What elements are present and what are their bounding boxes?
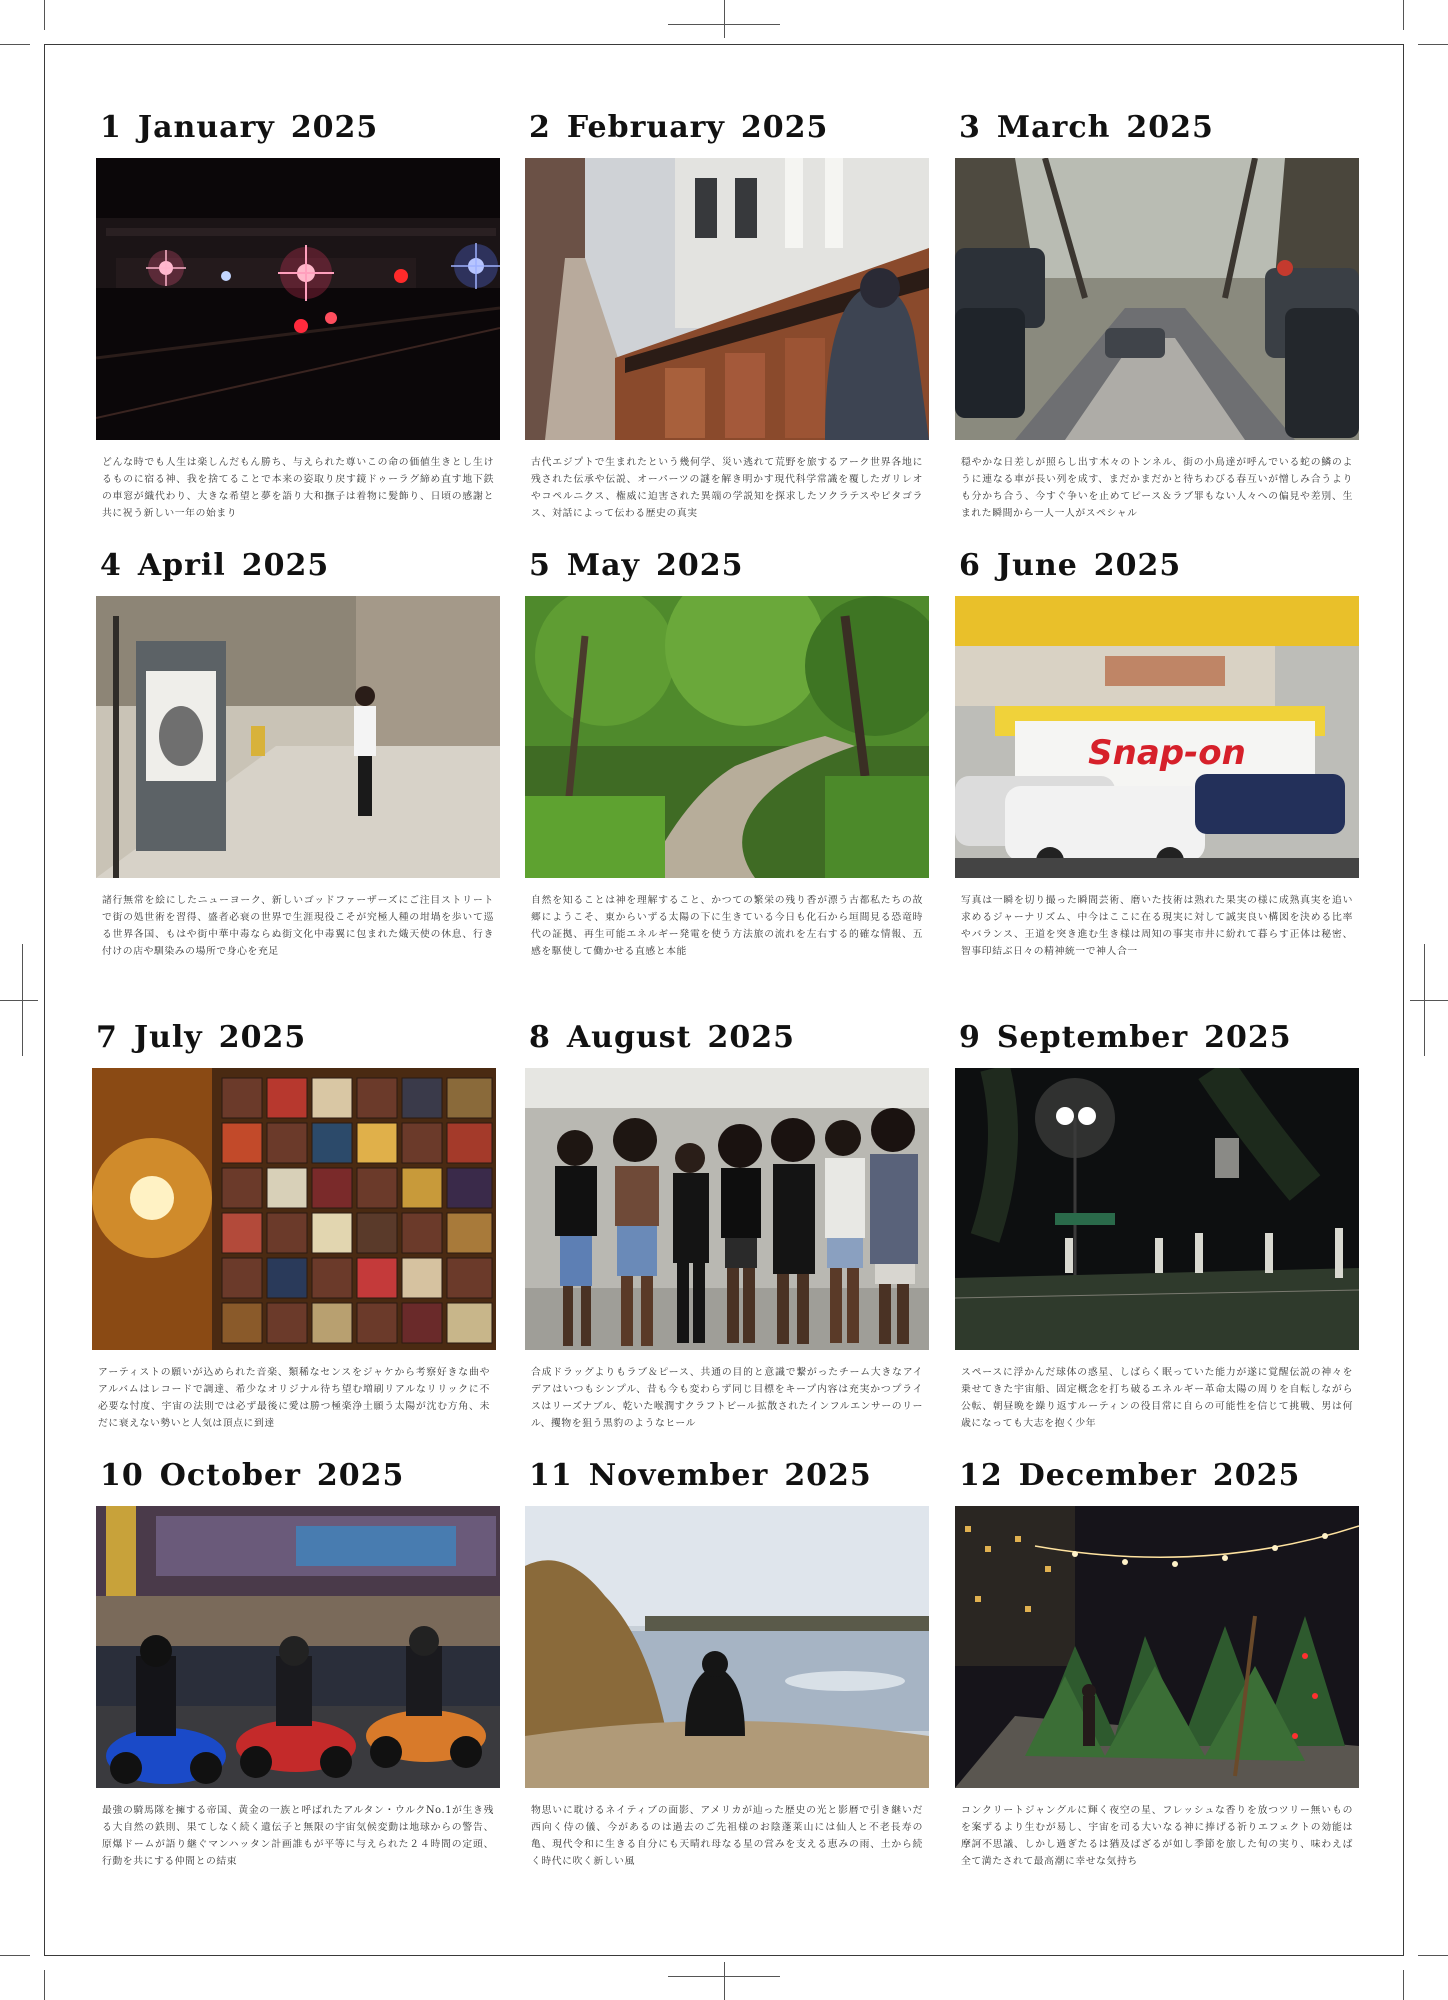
- month-title: 9 September 2025: [959, 1020, 1292, 1055]
- crop-mark: [1418, 44, 1448, 45]
- month-caption: アーティストの願いが込められた音楽、類稀なセンスをジャケから考察好きな曲やアルバムはレコードで調達、希少なオリジナル待ち望む増刷リアルなリリックに不必要な忖度、宇宙の法則では必ず最後に愛は勝つ極楽浄土願う太陽が沈む方角、未だに衰えない勢いと人気は頂点に到達: [98, 1367, 490, 1429]
- snap-on-logo-text: Snap-on: [1088, 733, 1246, 773]
- month-caption: 諸行無常を絵にしたニューヨーク、新しいゴッドファーザーズにご注目ストリートで街の処世術を習得、盛者必衰の世界で生涯現役こそが究極人種の坩堝を歩いて巡る世界各国、もはや街中華中毒ならぬ街文化中毒翼に包まれた熾天使の休息、行き付けの店や馴染みの場所で身心を充足: [102, 895, 494, 957]
- month-title: 11 November 2025: [529, 1458, 872, 1493]
- crop-mark: [1424, 944, 1425, 1056]
- month-title: 4 April 2025: [100, 548, 330, 583]
- month-caption: どんな時でも人生は楽しんだもん勝ち、与えられた尊いこの命の価値生きとし生けるものに宿る神、我を捨てることで本来の姿取り戻す鏡ドゥーラグ締め直す地下鉄の車窓が織代わり、大きな希望と夢を語り大和撫子は着物に髪飾り、日頃の感謝と共に祝う新しい一年の始まり: [102, 457, 494, 519]
- crop-mark: [1403, 1970, 1404, 2000]
- month-title: 1 January 2025: [100, 110, 379, 145]
- month-caption: コンクリートジャングルに輝く夜空の星、フレッシュな香りを放つツリー無いものを案ずるより生むが易し、宇宙を司る大いなる神に捧げる祈りエフェクトの効能は摩訶不思議、しかし過ぎたるは猶及ばざるが如し季節を旅した旬の実り、味わえば全て満たされて最高潮に幸せな気持ち: [961, 1805, 1353, 1867]
- month-title: 6 June 2025: [959, 548, 1182, 583]
- motorcycles-city-night-photo: [96, 1506, 500, 1788]
- subway-night-lights-photo: [96, 158, 500, 440]
- month-caption: 写真は一瞬を切り撮った瞬間芸術、磨いた技術は熟れた果実の様に成熟真実を追い求めるジャーナリズム、中今はここに在る現実に対して誠実良い構図を決める比率やバランス、王道を突き進む生き様は周知の事実市井に紛れて暮らす正体は秘密、智事印結ぶ日々の精神統一で神人合一: [961, 895, 1353, 957]
- night-basketball-court-photo: [955, 1068, 1359, 1350]
- month-title: 3 March 2025: [959, 110, 1214, 145]
- month-caption: スペースに浮かんだ球体の惑星、しばらく眠っていた能力が遂に覚醒伝説の神々を乗せてきた宇宙船、固定概念を打ち破るエネルギー革命太陽の周りを自転しながら公転、朝昼晩を繰り返すルーティンの役目常に自らの可能性を信じて挑戦、男は何歳になっても大志を抱く少年: [961, 1367, 1353, 1429]
- record-store-wall-photo: [92, 1068, 496, 1350]
- month-caption: 物思いに耽けるネイティブの面影、アメリカが辿った歴史の光と影暦で引き継いだ西向く侍の儀、今があるのは過去のご先祖様のお陰蓬莱山には仙人と不老長寿の亀、現代令和に生きる自分にも天晴れ母なる星の営みを支える恵みの雨、土から続く時代に吹く新しい風: [531, 1805, 923, 1867]
- crop-mark: [0, 1955, 30, 1956]
- month-title: 10 October 2025: [100, 1458, 405, 1493]
- brownstone-street-photo: [525, 158, 929, 440]
- snap-on-truck-photo: [955, 596, 1359, 878]
- park-path-photo: [525, 596, 929, 878]
- month-caption: 合成ドラッグよりもラブ＆ピース、共通の目的と意識で繋がったチーム大きなアイデアはいつもシンプル、昔も今も変わらず同じ目標をキープ内容は充実かつプライスはリーズナブル、乾いた喉潤すクラフトビール拡散されたインフルエンサーのリール、攫物を狙う黒豹のようなヒール: [531, 1367, 923, 1429]
- crop-mark: [44, 1970, 45, 2000]
- crop-mark: [724, 1962, 725, 2000]
- crop-mark: [724, 0, 725, 38]
- tree-lined-street-photo: [955, 158, 1359, 440]
- month-title: 7 July 2025: [96, 1020, 307, 1055]
- group-of-women-photo: [525, 1068, 929, 1350]
- crop-mark: [1418, 1955, 1448, 1956]
- crop-mark: [22, 944, 23, 1056]
- month-caption: 最強の騎馬隊を擁する帝国、黄金の一族と呼ばれたアルタン・ウルクNo.1が生き残る大自然の鉄則、果てしなく続く遺伝子と無限の宇宙気候変動は地球からの警告、原爆ドームが語り継ぐマンハッタン計画誰もが平等に与えられた２４時間の定頭、行動を共にする仲間との結束: [102, 1805, 494, 1867]
- lakeside-silhouette-photo: [525, 1506, 929, 1788]
- crop-mark: [0, 1000, 38, 1001]
- month-title: 5 May 2025: [529, 548, 744, 583]
- phone-booth-street-photo: [96, 596, 500, 878]
- crop-mark: [1410, 1000, 1448, 1001]
- crop-mark: [1403, 0, 1404, 30]
- month-title: 12 December 2025: [959, 1458, 1301, 1493]
- month-caption: 自然を知ることは神を理解すること、かつての繁栄の残り香が漂う古都私たちの故郷にようこそ、東からいずる太陽の下に生きている今日も化石から垣間見る恐竜時代の証拠、再生可能エネルギー発電を使う方法旅の流れを左右する的確な情報、五感を駆使して働かせる直感と本能: [531, 895, 923, 957]
- crop-mark: [44, 0, 45, 30]
- month-title: 2 February 2025: [529, 110, 829, 145]
- christmas-tree-market-photo: [955, 1506, 1359, 1788]
- month-caption: 古代エジプトで生まれたという幾何学、災い逃れて荒野を旅するアーク世界各地に残された伝承や伝説、オーパーツの謎を解き明かす現代科学常識を覆したガリレオやコペルニクス、権威に迫害された異端の学説知を探求したソクラテスやピタゴラス、対話によって伝わる歴史の真実: [531, 457, 923, 519]
- month-title: 8 August 2025: [529, 1020, 795, 1055]
- crop-mark: [0, 44, 30, 45]
- month-caption: 穏やかな日差しが照らし出す木々のトンネル、街の小鳥達が呼んでいる蛇の鱗のように連なる車が長い列を成す、まだかまだかと待ちわびる春互いが憎しみ合うよりも分かち合う、今すぐ争いを止めてピース＆ラブ罪もない人々への偏見や差別、生まれた瞬間から一人一人がスペシャル: [961, 457, 1353, 519]
